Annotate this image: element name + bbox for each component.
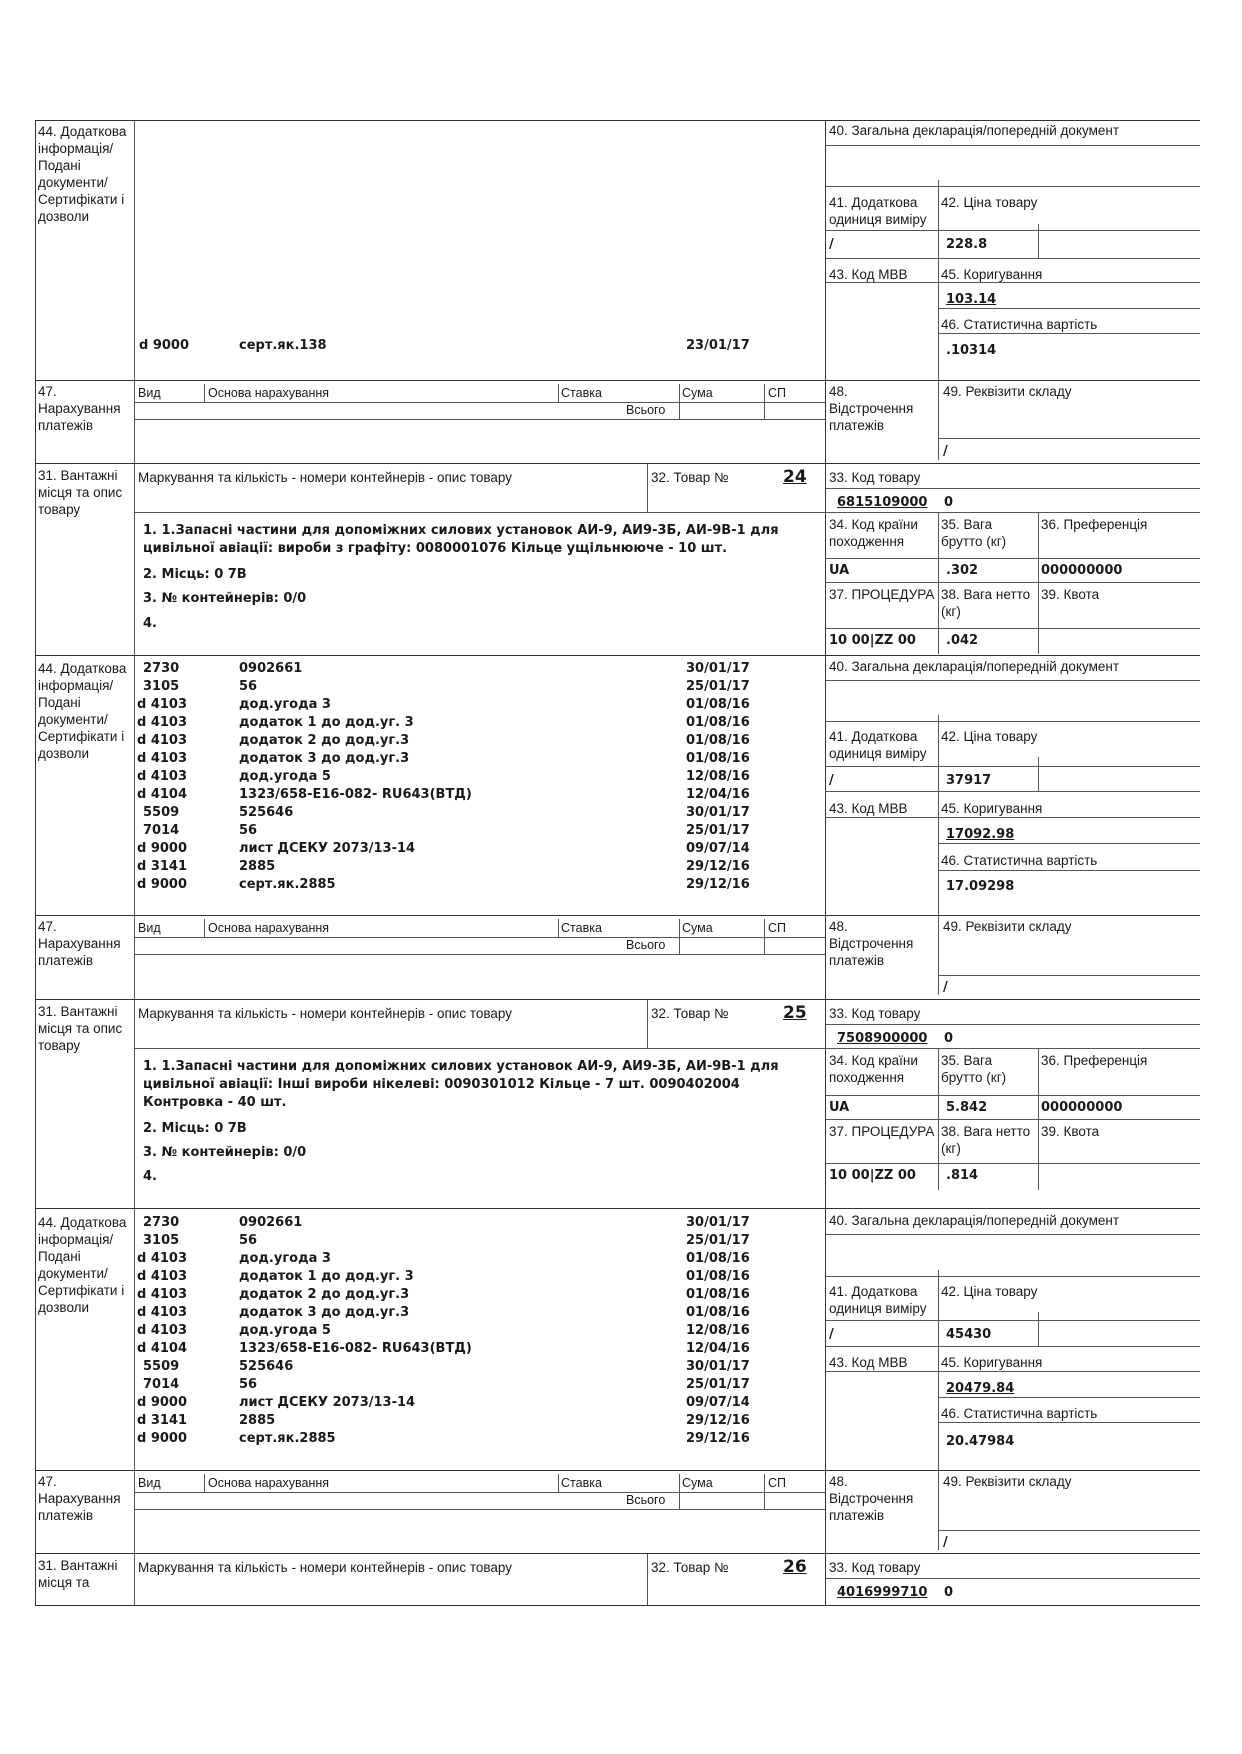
item-containers: 3. № контейнерів: 0/0 [143,1145,307,1160]
doc-date: 01/08/16 [686,715,750,730]
doc-name: додаток 3 до дод.уг.3 [239,1305,410,1320]
doc-date: 25/01/17 [686,823,750,838]
doc-name: додаток 3 до дод.уг.3 [239,751,410,766]
field-47-label: 47. Нарахування платежів [38,384,121,433]
field-44-label: 44. Додаткова інформація/ Подані документи/ Сертифікати і дозволи [38,124,127,224]
field-39-label: 39. Квота [1041,587,1100,602]
doc-code: 7014 [143,823,180,838]
field-45-label: 45. Коригування [941,801,1043,816]
procedure-value: 10 00|ZZ 00 [829,633,916,648]
doc-code: d 4103 [137,751,188,766]
field-40-label: 40. Загальна декларація/попередній документ [829,123,1120,138]
field-32-label: 32. Товар № [651,1560,729,1575]
doc-code: d 3141 [137,1413,188,1428]
doc-name: 0902661 [239,1215,303,1230]
doc-name: дод.угода 5 [239,769,331,784]
doc-date: 01/08/16 [686,751,750,766]
field-33-label: 33. Код товару [829,470,921,485]
doc-code: d 4103 [137,1287,188,1302]
field-31-label: 31. Вантажні місця та опис товару [38,1004,123,1053]
doc-date: 25/01/17 [686,1377,750,1392]
item-description: 1. 1.Запасні частини для допоміжних силових установок АИ-9, АИ9-3Б, АИ-9В-1 для цивільної авіації: вироби з графіту: 0080001076 Кільце ущільнююче - 10 шт. [143,523,779,556]
item-code: 4016999710 [837,1585,928,1600]
field-33-label: 33. Код товару [829,1560,921,1575]
field-47-label: 47. Нарахування платежів [38,919,121,968]
item-code-suffix: 0 [944,1585,954,1600]
doc-code: d 4103 [137,769,188,784]
field-45-value: 20479.84 [946,1381,1015,1396]
field-48-label: 48. Відстрочення платежів [829,384,914,433]
doc-code: d 4103 [137,1251,188,1266]
doc-date: 09/07/14 [686,1395,750,1410]
net-value: .042 [946,633,979,648]
doc-code: d 9000 [137,1431,188,1446]
total-label: Всього [626,938,666,952]
field-49-label: 49. Реквізити складу [943,919,1072,934]
field-46-value: 20.47984 [946,1434,1015,1449]
doc-code: d 4103 [137,697,188,712]
col-vyd: Вид [138,386,161,400]
doc-date: 01/08/16 [686,1287,750,1302]
col-osnova: Основа нарахування [208,1476,330,1490]
field-44-label: 44. Додаткова інформація/ Подані документи/ Сертифікати і дозволи [38,1215,127,1315]
item-containers: 3. № контейнерів: 0/0 [143,591,307,606]
doc-date: 29/12/16 [686,1431,750,1446]
field-46-value: 17.09298 [946,879,1015,894]
doc-date: 12/04/16 [686,1341,750,1356]
item-number: 26 [783,1557,807,1577]
doc-code: d 4103 [137,715,188,730]
doc-date: 29/12/16 [686,877,750,892]
col-osnova: Основа нарахування [208,921,330,935]
doc-name: 56 [239,823,258,838]
doc-code: d 9000 [137,877,188,892]
total-label: Всього [626,1493,666,1507]
field-49-value: / [943,1535,948,1550]
field-38-label: 38. Вага нетто (кг) [941,1124,1031,1156]
marking-label: Маркування та кількість - номери контейнерів - опис товару [138,1006,513,1021]
field-42-value: 228.8 [946,237,988,252]
field-34-label: 34. Код країни походження [829,1053,918,1085]
doc-name: додаток 2 до дод.уг.3 [239,1287,410,1302]
doc-name: додаток 2 до дод.уг.3 [239,733,410,748]
field-32-label: 32. Товар № [651,1006,729,1021]
doc-code: 2730 [143,661,180,676]
item-number: 24 [783,467,807,487]
marking-label: Маркування та кількість - номери контейнерів - опис товару [138,1560,513,1575]
field-42-label: 42. Ціна товару [941,1284,1038,1299]
col-suma: Сума [682,921,713,935]
doc-code: d 3141 [137,859,188,874]
item-line-4: 4. [143,616,157,631]
doc-name: дод.угода 3 [239,1251,331,1266]
field-43-label: 43. Код МВВ [829,1355,908,1370]
doc-code: d 4103 [137,1305,188,1320]
doc-name: 1323/658-Е16-082- RU643(ВТД) [239,1341,472,1356]
doc-name: серт.як.138 [239,338,327,353]
field-42-value: 45430 [946,1327,992,1342]
doc-code: d 9000 [137,841,188,856]
item-code: 6815109000 [837,495,928,510]
col-osnova: Основа нарахування [208,386,330,400]
field-41-value: / [829,1327,834,1342]
col-suma: Сума [682,386,713,400]
doc-date: 23/01/17 [686,338,750,353]
doc-date: 12/08/16 [686,769,750,784]
doc-date: 25/01/17 [686,1233,750,1248]
field-39-label: 39. Квота [1041,1124,1100,1139]
field-41-label: 41. Додаткова одиниця виміру [829,729,927,761]
item-code-suffix: 0 [944,495,954,510]
net-value: .814 [946,1168,979,1183]
doc-name: 56 [239,1233,258,1248]
field-43-label: 43. Код МВВ [829,267,908,282]
doc-date: 30/01/17 [686,805,750,820]
field-35-label: 35. Вага брутто (кг) [941,517,1007,549]
field-47-label: 47. Нарахування платежів [38,1474,121,1523]
field-42-label: 42. Ціна товару [941,195,1038,210]
doc-date: 30/01/17 [686,661,750,676]
field-31-label: 31. Вантажні місця та [38,1558,118,1590]
field-49-label: 49. Реквізити складу [943,1474,1072,1489]
doc-date: 29/12/16 [686,1413,750,1428]
field-37-label: 37. ПРОЦЕДУРА [829,1124,935,1139]
field-46-label: 46. Статистична вартість [941,1406,1098,1421]
field-49-value: / [943,980,948,995]
marking-label: Маркування та кількість - номери контейнерів - опис товару [138,470,513,485]
doc-name: 56 [239,1377,258,1392]
doc-date: 01/08/16 [686,733,750,748]
doc-code: d 4103 [137,733,188,748]
field-34-label: 34. Код країни походження [829,517,918,549]
doc-date: 30/01/17 [686,1215,750,1230]
doc-name: дод.угода 5 [239,1323,331,1338]
item-description: 1. 1.Запасні частини для допоміжних силових установок АИ-9, АИ9-3Б, АИ-9В-1 для цивільної авіації: Інші вироби нікелеві: 0090301012 Кільце - 7 шт. 0090402004 Контровка - 40 шт. [143,1059,779,1110]
col-stavka: Ставка [561,1476,602,1490]
doc-date: 01/08/16 [686,697,750,712]
doc-date: 01/08/16 [686,1269,750,1284]
field-41-label: 41. Додаткова одиниця виміру [829,195,927,227]
item-code: 7508900000 [837,1031,928,1046]
field-31-label: 31. Вантажні місця та опис товару [38,468,123,517]
doc-name: додаток 1 до дод.уг. 3 [239,1269,414,1284]
field-48-label: 48. Відстрочення платежів [829,919,914,968]
doc-name: додаток 1 до дод.уг. 3 [239,715,414,730]
field-41-label: 41. Додаткова одиниця виміру [829,1284,927,1316]
item-number: 25 [783,1003,807,1023]
field-45-value: 103.14 [946,292,997,307]
field-40-label: 40. Загальна декларація/попередній документ [829,659,1120,674]
field-41-value: / [829,237,834,252]
doc-code: d 4104 [137,1341,188,1356]
field-40-label: 40. Загальна декларація/попередній документ [829,1213,1120,1228]
field-42-label: 42. Ціна товару [941,729,1038,744]
doc-code: d 4103 [137,1269,188,1284]
procedure-value: 10 00|ZZ 00 [829,1168,916,1183]
item-places: 2. Місць: 0 7В [143,567,247,582]
doc-code: d 4104 [137,787,188,802]
field-45-label: 45. Коригування [941,267,1043,282]
doc-date: 01/08/16 [686,1305,750,1320]
col-stavka: Ставка [561,921,602,935]
field-36-label: 36. Преференція [1041,1053,1148,1068]
field-44-label: 44. Додаткова інформація/ Подані документи/ Сертифікати і дозволи [38,661,127,761]
gross-value: .302 [946,563,979,578]
field-33-label: 33. Код товару [829,1006,921,1021]
field-36-label: 36. Преференція [1041,517,1148,532]
col-sp: СП [768,386,787,400]
col-sp: СП [768,1476,787,1490]
col-stavka: Ставка [561,386,602,400]
field-42-value: 37917 [946,773,992,788]
country-value: UA [829,563,850,578]
doc-name: 2885 [239,859,276,874]
country-value: UA [829,1100,850,1115]
total-label: Всього [626,403,666,417]
doc-code: 5509 [143,1359,180,1374]
doc-name: серт.як.2885 [239,1431,336,1446]
field-38-label: 38. Вага нетто (кг) [941,587,1031,619]
item-places: 2. Місць: 0 7В [143,1121,247,1136]
field-32-label: 32. Товар № [651,470,729,485]
doc-code: 2730 [143,1215,180,1230]
doc-name: 525646 [239,1359,294,1374]
doc-name: 2885 [239,1413,276,1428]
field-48-label: 48. Відстрочення платежів [829,1474,914,1523]
col-suma: Сума [682,1476,713,1490]
col-vyd: Вид [138,921,161,935]
doc-code: d 9000 [137,1395,188,1410]
doc-code: 3105 [143,1233,180,1248]
col-vyd: Вид [138,1476,161,1490]
doc-name: 0902661 [239,661,303,676]
doc-code: 5509 [143,805,180,820]
field-46-label: 46. Статистична вартість [941,853,1098,868]
doc-name: 56 [239,679,258,694]
field-49-value: / [943,444,948,459]
field-37-label: 37. ПРОЦЕДУРА [829,587,935,602]
item-code-suffix: 0 [944,1031,954,1046]
field-45-value: 17092.98 [946,827,1015,842]
doc-date: 12/08/16 [686,1323,750,1338]
doc-code: d 4103 [137,1323,188,1338]
field-43-label: 43. Код МВВ [829,801,908,816]
doc-name: лист ДСЕКУ 2073/13-14 [239,1395,416,1410]
doc-date: 09/07/14 [686,841,750,856]
doc-name: дод.угода 3 [239,697,331,712]
field-49-label: 49. Реквізити складу [943,384,1072,399]
doc-name: 1323/658-Е16-082- RU643(ВТД) [239,787,472,802]
doc-name: лист ДСЕКУ 2073/13-14 [239,841,416,856]
doc-code: d 9000 [139,338,190,353]
doc-date: 12/04/16 [686,787,750,802]
doc-date: 01/08/16 [686,1251,750,1266]
field-41-value: / [829,773,834,788]
item-line-4: 4. [143,1169,157,1184]
preference-value: 000000000 [1041,1100,1123,1115]
preference-value: 000000000 [1041,563,1123,578]
field-35-label: 35. Вага брутто (кг) [941,1053,1007,1085]
doc-date: 29/12/16 [686,859,750,874]
doc-date: 25/01/17 [686,679,750,694]
field-46-label: 46. Статистична вартість [941,317,1098,332]
doc-name: серт.як.2885 [239,877,336,892]
doc-code: 3105 [143,679,180,694]
gross-value: 5.842 [946,1100,988,1115]
doc-name: 525646 [239,805,294,820]
doc-date: 30/01/17 [686,1359,750,1374]
field-46-value: .10314 [946,343,997,358]
col-sp: СП [768,921,787,935]
field-45-label: 45. Коригування [941,1355,1043,1370]
doc-code: 7014 [143,1377,180,1392]
